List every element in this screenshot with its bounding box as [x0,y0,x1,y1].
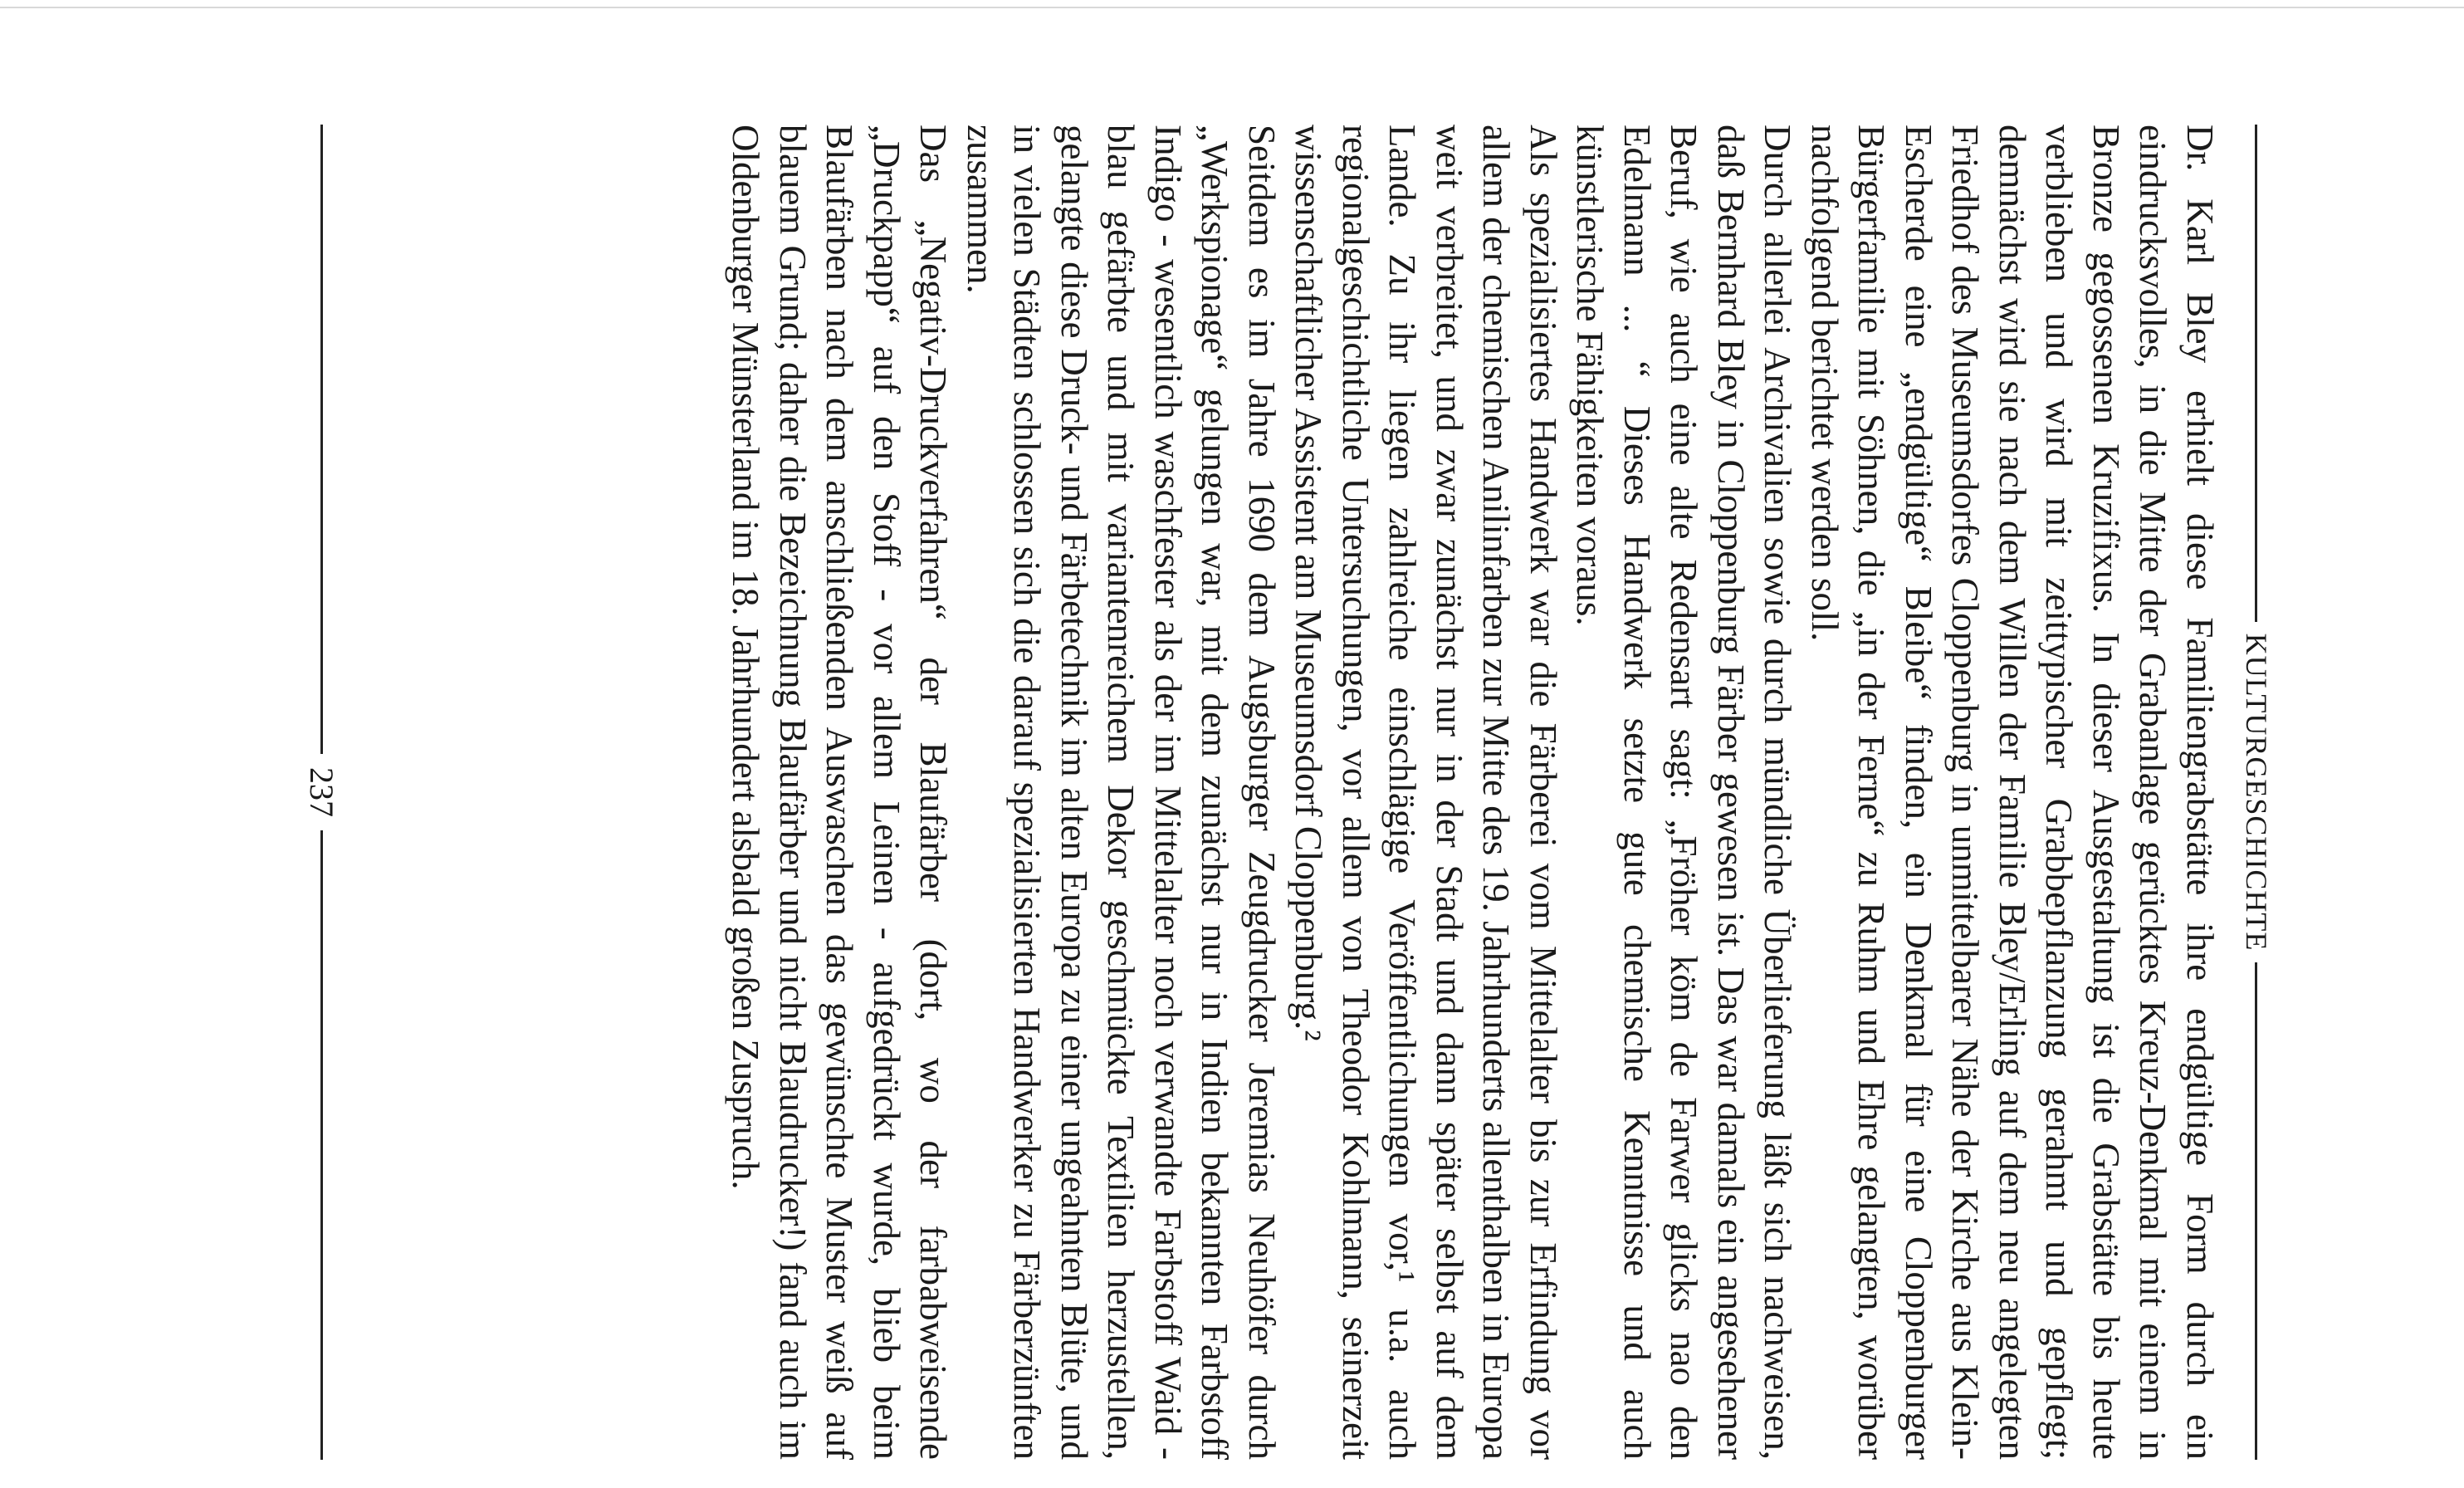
running-head-rule-right [2256,962,2258,1460]
paragraph: Das „Negativ-Druckverfahren“ der Blaufärber (dort, wo der farbabweisende „Druckpapp“ auf den Stoff - vor allem Leinen - aufgedrückt wurde, blieb beim Blaufärben nach dem anschließenden Auswaschen das gewünschte Muster weiß auf blauem Grund; daher die Bezeichnung Blaufärber und nicht Blaudrucker!) fand auch im Oldenburger Münsterland im 18. Jahrhundert alsbald großen Zuspruch. [725,125,955,1460]
scan-edge-line [0,7,2464,8]
running-head-title: KULTURGESCHICHTE [2240,633,2273,952]
running-head-rule-left [2256,125,2258,622]
page-number: 237 [303,767,341,817]
paragraph: Seitdem es im Jahre 1690 dem Augsburger Zeugdrucker Jeremias Neuhöfer durch „Werkspionage“ gelungen war, mit dem zunächst nur in Indien bekannten Farbstoff Indigo - wesentlich waschfester als der im Mittelalter noch verwandte Farbstoff Waid - blau gefärbte und mit variantenreichem Dekor geschmückte Textilien herzustellen, gelangte diese Druck- und Färbetechnik im alten Europa zu einer ungeahnten Blüte, und in vielen Städten schlossen sich die darauf spezialisierten Handwerker zu Färberzünften zusammen. [960,125,1283,1460]
footer-rule-left [321,125,324,754]
paragraph: Durch allerlei Archivalien sowie durch mündliche Überlieferung läßt sich nachweisen, daß Bernhard Bley in Cloppenburg Färber gewesen ist. Das war damals ein angesehener Beruf, wie auch eine alte Redensart sagt: „Fröher köm de Farwer glicks nao den Edelmann ... “ Dieses Handwerk setzte gute chemische Kenntnisse und auch künstlerische Fähigkeiten voraus. [1569,125,1799,1460]
running-head [2232,125,2281,1460]
paragraph: Als spezialisiertes Handwerk war die Färberei vom Mittelalter bis zur Erfindung vor allem der chemischen Anilinfarben zur Mitte des 19. Jahrhunderts allenthalben in Europa weit verbreitet, und zwar zunächst nur in der Stadt und dann später selbst auf dem Lande. Zu ihr liegen zahlreiche einschlägige Veröffentlichungen vor,¹ u.a. auch regionalgeschichtliche Untersuchungen, vor allem von Theodor Kohlmann, seinerzeit wissenschaftlicher Assistent am Museumsdorf Cloppenburg.² [1288,125,1564,1460]
body-text [722,125,2223,1460]
page-number-footer [297,125,347,1460]
paragraph: Dr. Karl Bley erhielt diese Familiengrabstätte ihre endgültige Form durch ein eindrucksvolles, in die Mitte der Grabanlage gerücktes Kreuz-Denkmal mit einem in Bronze gegossenen Kruzifixus. In dieser Ausgestaltung ist die Grabstätte bis heute verblieben und wird mit zeittypischer Grabbepflanzung gerahmt und gepflegt; demnächst wird sie nach dem Willen der Familie Bley/Erling auf dem neu angelegten Friedhof des Museumsdorfes Cloppenburg in unmittelbarer Nähe der Kirche aus Klein-Escherde eine „endgültige“ Bleibe“ finden, ein Denkmal für eine Cloppenburger Bürgerfamilie mit Söhnen, die „in der Ferne“ zu Ruhm und Ehre gelangten, worüber nachfolgend berichtet werden soll. [1804,125,2221,1460]
rotated-page-content [291,125,2281,1460]
footer-rule-right [321,830,324,1460]
